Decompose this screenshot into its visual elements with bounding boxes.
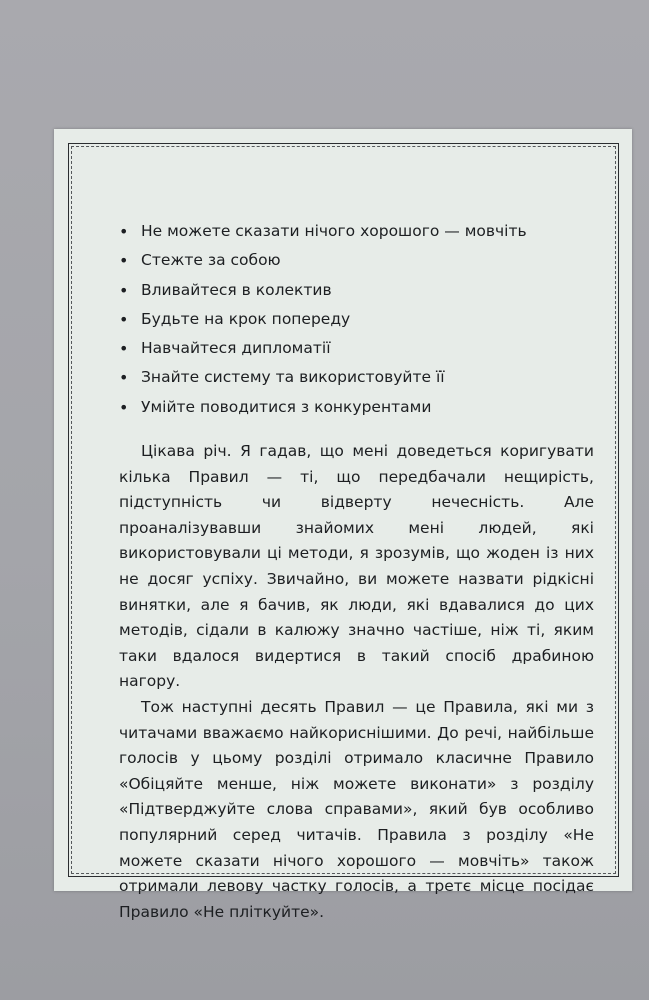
list-item-text: Знайте систему та використовуйте її <box>141 368 445 387</box>
list-item-text: Не можете сказати нічого хорошого — мовчіть <box>141 222 527 240</box>
list-item <box>119 305 594 334</box>
paragraph-1: Цікава річ. Я гадав, що мені доведеться коригувати кілька Правил — ті, що передбачали нещирість, підступність чи відверту нечесність. Але проаналізувавши знайомих мені людей, які використовували ці методи, я зрозумів, що жоден із них не досяг успіху. Звичайно, ви можете назвати рідкісні винятки, але я бачив, як люди, які вдавалися до цих методів, сідали в калюжу значно частіше, ніж ті, яким таки вдалося видертися в такий спосіб драбиною нагору. <box>119 442 594 691</box>
list-item-text: Стежте за собою <box>141 251 281 270</box>
bullet-icon: • <box>119 251 129 271</box>
list-item-text: Будьте на крок попереду <box>141 309 351 328</box>
bullet-icon: • <box>119 368 129 388</box>
bullet-icon: • <box>119 309 129 329</box>
list-item-text: Вливайтеся в колектив <box>141 280 332 299</box>
list-item-text: Умійте поводитися з конкурентами <box>141 397 432 416</box>
list-item <box>119 276 594 305</box>
bullet-icon: • <box>119 339 129 359</box>
bullet-icon: • <box>119 397 129 417</box>
list-item <box>119 334 594 363</box>
book-page <box>54 129 632 921</box>
list-item <box>119 246 594 275</box>
list-item <box>119 393 594 422</box>
rules-list <box>119 217 594 422</box>
list-item <box>119 363 594 392</box>
bullet-icon: • <box>119 280 129 300</box>
list-item-text: Навчайтеся дипломатії <box>141 339 331 358</box>
page-content <box>119 217 594 925</box>
list-item <box>119 217 594 246</box>
paragraph-2: Тож наступні десять Правил — це Правила, які ми з читачами вважаємо найкориснішими. До речі, найбільше голосів у цьому розділі отримало класичне Правило «Обіцяйте менше, ніж можете виконати» з розділу «Підтверджуйте слова справами», який був особливо популярний серед читачів. Правила з розділу «Не можете сказати нічого хорошого — мовчіть» також отримали левову частку голосів, а третє місце посідає Правило «Не пліткуйте». <box>119 698 594 921</box>
bullet-icon: • <box>119 222 129 241</box>
